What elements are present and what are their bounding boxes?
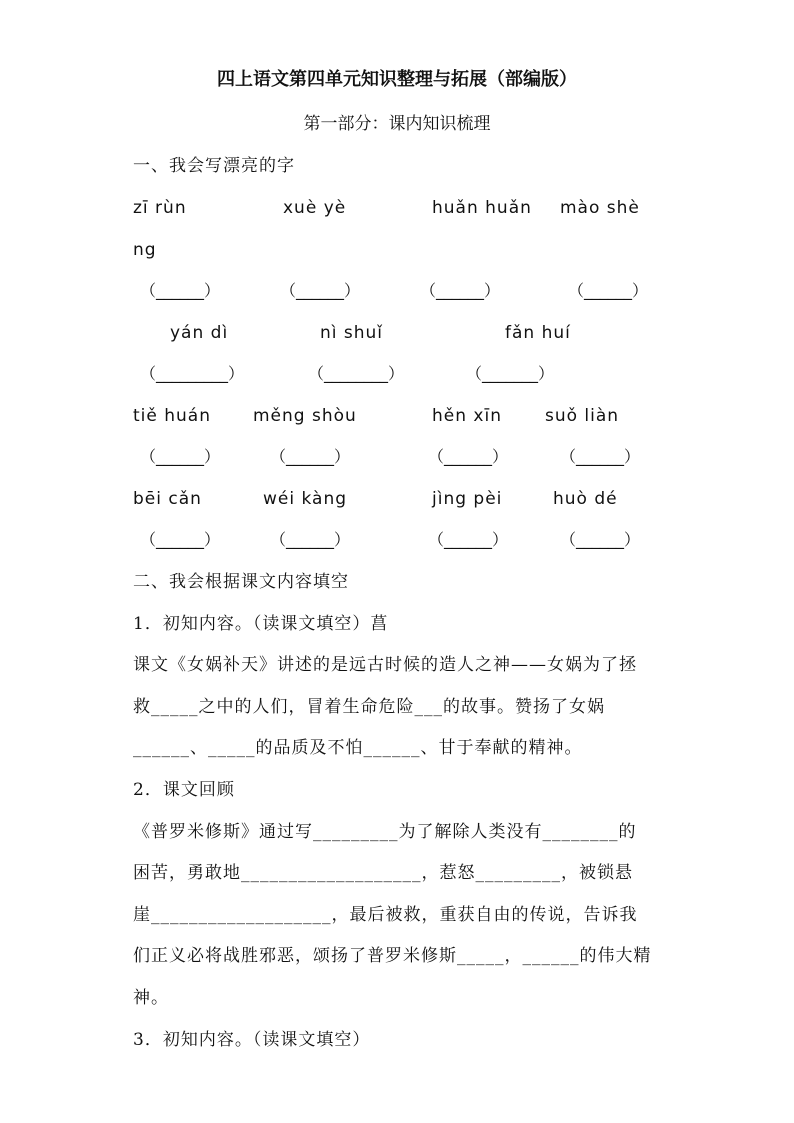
- question-3-label: 3．初知内容。（读课文填空）: [133, 1030, 371, 1050]
- answer-blank[interactable]: （_______）: [466, 364, 555, 383]
- question-2-line: 《普罗米修斯》通过写_________为了解除人类没有________的: [133, 822, 637, 842]
- pinyin-ni-shui: nì shuǐ: [320, 323, 384, 343]
- answer-blank[interactable]: （_________）: [140, 364, 245, 383]
- question-2-line: 崖___________________，最后被救，重获自由的传说，告诉我: [133, 905, 638, 925]
- pinyin-jing-pei: jìng pèi: [432, 489, 503, 509]
- part-heading: 第一部分：课内知识梳理: [303, 114, 491, 134]
- answer-blank[interactable]: （______）: [428, 530, 509, 549]
- question-1-label-text: 1．初知内容。（读课文填空）: [133, 614, 371, 634]
- answer-blank[interactable]: （______）: [140, 530, 221, 549]
- answer-blank[interactable]: （______）: [270, 530, 351, 549]
- pinyin-yan-di: yán dì: [170, 323, 229, 343]
- question-1-line: 救_____之中的人们，冒着生命危险___的故事。赞扬了女娲: [133, 697, 605, 717]
- answer-blank[interactable]: （______）: [280, 281, 361, 300]
- section2-heading: 二、我会根据课文内容填空: [133, 572, 349, 592]
- pinyin-hen-xin: hěn xīn: [432, 406, 502, 426]
- pinyin-fan-hui: fǎn huí: [505, 323, 571, 343]
- pinyin-wrap: ng: [133, 240, 157, 260]
- pinyin-wei-kang: wéi kàng: [263, 489, 348, 509]
- answer-blank[interactable]: （______）: [420, 281, 501, 300]
- question-2-label: 2．课文回顾: [133, 780, 235, 800]
- pinyin-huan-huan: huǎn huǎn: [432, 198, 532, 218]
- pinyin-suo-lian: suǒ liàn: [545, 406, 620, 426]
- answer-blank[interactable]: （______）: [140, 447, 221, 466]
- answer-blank[interactable]: （______）: [140, 281, 221, 300]
- answer-blank[interactable]: （______）: [560, 447, 641, 466]
- question-2-line: 神。: [133, 988, 169, 1008]
- question-1-glyph: 菖: [370, 614, 389, 634]
- pinyin-bei-can: bēi cǎn: [133, 489, 202, 509]
- answer-blank[interactable]: （______）: [568, 281, 649, 300]
- pinyin-mao-she: mào shè: [560, 198, 640, 218]
- answer-blank[interactable]: （______）: [270, 447, 351, 466]
- pinyin-xue-ye: xuè yè: [283, 198, 347, 218]
- pinyin-meng-shou: měng shòu: [253, 406, 357, 426]
- question-1-line: 课文《女娲补天》讲述的是远古时候的造人之神——女娲为了拯: [133, 655, 637, 675]
- question-2-line: 困苦，勇敢地___________________，惹怒_________，被锁悬: [133, 863, 633, 883]
- answer-blank[interactable]: （______）: [560, 530, 641, 549]
- answer-blank[interactable]: （______）: [428, 447, 509, 466]
- question-1-line: ______、_____的品质及不怕______、甘于奉献的精神。: [133, 738, 583, 758]
- question-2-line: 们正义必将战胜邪恶，颂扬了普罗米修斯_____，______的伟大精: [133, 946, 652, 966]
- answer-blank[interactable]: （________）: [308, 364, 405, 383]
- pinyin-tie-huan: tiě huán: [133, 406, 211, 426]
- pinyin-huo-de: huò dé: [553, 489, 618, 509]
- section1-heading: 一、我会写漂亮的字: [133, 156, 295, 176]
- pinyin-zi-run: zī rùn: [133, 198, 187, 218]
- worksheet-title: 四上语文第四单元知识整理与拓展（部编版）: [217, 69, 577, 90]
- question-1-label: [133, 613, 388, 635]
